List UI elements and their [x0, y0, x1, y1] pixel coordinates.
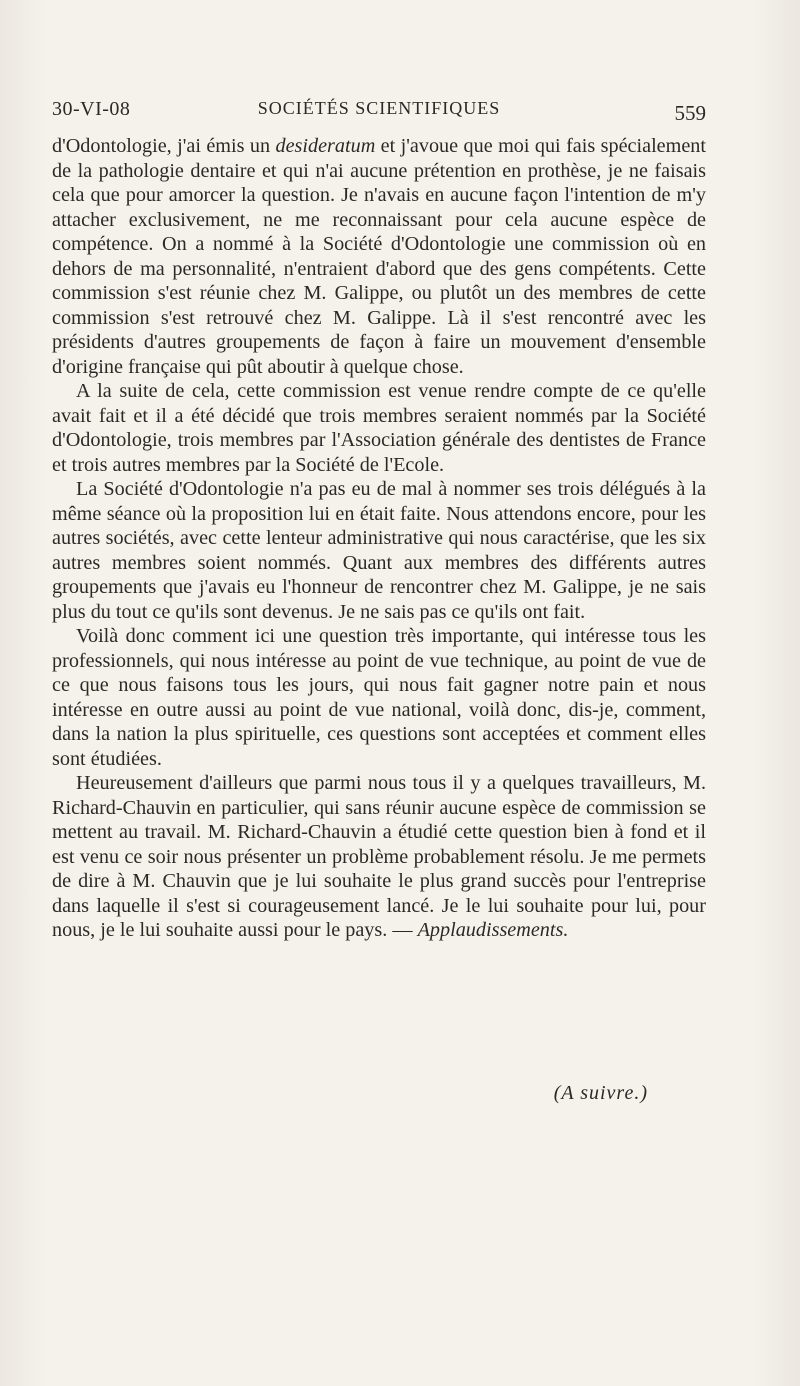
paragraph-5-text: Heureusement d'ailleurs que parmi nous tous il y a quelques travailleurs, M. Richard-Chauvin en particulier, qui sans réunir aucune espèce de commission se mettent au travail. M. Richard-Chauvin a étudié cette question bien à fond et il est venu ce soir nous présenter un problème probablement résolu. Je me permets de dire à M. Chauvin que je lui souhaite le plus grand succès pour l'entreprise dans laquelle il s'est si courageusement lancé. Je le lui souhaite pour lui, pour nous, je le lui souhaite aussi pour le pays. —: [52, 772, 706, 941]
running-header: [52, 98, 706, 126]
page-number: 559: [674, 101, 706, 125]
paragraph-1: [52, 134, 706, 379]
italic-desideratum: desideratum: [275, 135, 376, 157]
paragraph-5: [52, 771, 706, 943]
article-body: [52, 134, 706, 943]
paragraph-2: A la suite de cela, cette commission est venue rendre compte de ce qu'elle avait fait et il a été décidé que trois membres seraient nommés par la Société d'Odontologie, trois membres par l'Association générale des dentistes de France et trois autres membres par la Société de l'Ecole.: [52, 380, 706, 476]
paragraph-1-text-end: et j'avoue que moi qui fais spécialement de la pathologie dentaire et qui n'ai aucune prétention en prothèse, je ne faisais cela que pour amorcer la question. Je n'avais en aucune façon l'intention de m'y attacher exclusivement, ne me reconnaissant pour cela aucune espèce de compétence. On a nommé à la Société d'Odontologie une commission où en dehors de ma personnalité, n'entraient d'abord que des gens compétents. Cette commission s'est réunie chez M. Galippe, ou plutôt un des membres de cette commission s'est retrouvé chez M. Galippe. Là il s'est rencontré avec les présidents d'autres groupements de façon à faire un mouvement d'ensemble d'origine française qui pût aboutir à quelque chose.: [52, 135, 707, 378]
header-date: 30-VI-08: [52, 98, 131, 120]
header-title: SOCIÉTÉS SCIENTIFIQUES: [257, 98, 501, 118]
paragraph-3: La Société d'Odontologie n'a pas eu de mal à nommer ses trois délégués à la même séance où la proposition lui en était faite. Nous attendons encore, pour les autres sociétés, avec cette lenteur administrative qui nous caractérise, que les six autres membres soient nommés. Quant aux membres des différents autres groupements que j'avais eu l'honneur de rencontrer chez M. Galippe, je ne sais plus du tout ce qu'ils sont devenus. Je ne sais pas ce qu'ils ont fait.: [52, 478, 706, 623]
paragraph-4: Voilà donc comment ici une question très importante, qui intéresse tous les professionnels, qui nous intéresse au point de vue technique, au point de vue de ce que nous faisons tous les jours, qui nous fait gagner notre pain et nous intéresse en outre aussi au point de vue national, voilà donc, dis-je, comment, dans la nation la plus spirituelle, ces questions sont acceptées et comment elles sont étudiées.: [52, 625, 706, 770]
to-be-continued-note: (A suivre.): [553, 1082, 648, 1104]
paragraph-1-text-start: d'Odontologie, j'ai émis un: [52, 135, 276, 157]
italic-applause: Applaudissements.: [417, 919, 569, 941]
